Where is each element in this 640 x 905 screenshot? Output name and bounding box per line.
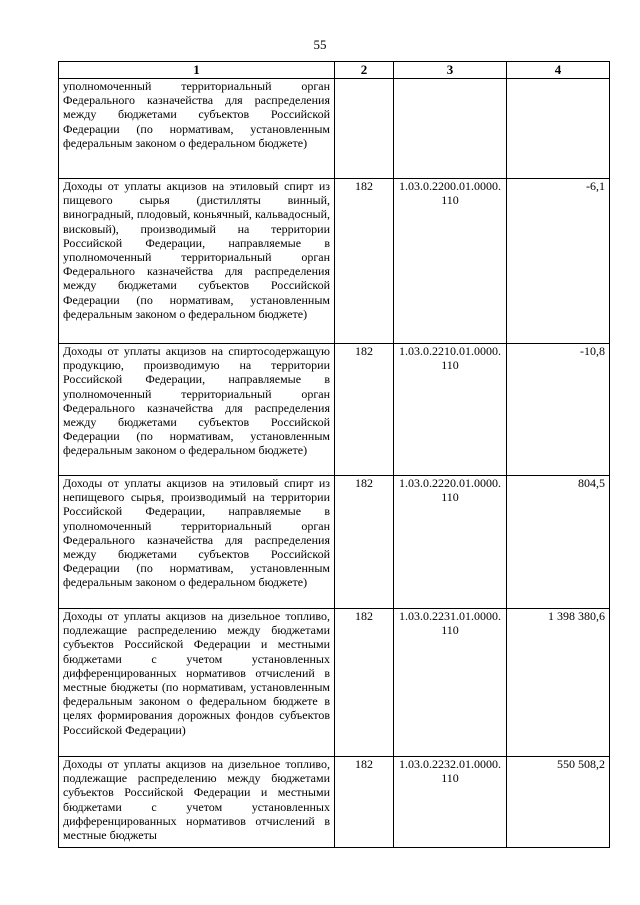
row-admin-code: 182: [335, 179, 394, 344]
row-description: уполномоченный территориальный орган Федерального казначейства для распределения между бюджетами субъектов Российской Федерации (по нормативам, установленным федеральным законом о федеральном бюджете): [59, 79, 335, 179]
row-amount: 1 398 380,6: [507, 609, 610, 757]
table-row: [59, 79, 610, 179]
row-amount: -6,1: [507, 179, 610, 344]
row-amount: 550 508,2: [507, 757, 610, 848]
row-admin-code: 182: [335, 757, 394, 848]
row-description: Доходы от уплаты акцизов на этиловый спирт из пищевого сырья (дистилляты винный, виноградный, плодовый, коньячный, кальвадосный, висковый), производимый на территории Российской Федерации, направляемые в уполномоченный территориальный орган Федерального казначейства для распределения между бюджетами субъектов Российской Федерации (по нормативам, установленным федеральным законом о федеральном бюджете): [59, 179, 335, 344]
column-header-kbk: 3: [394, 62, 507, 79]
row-description: Доходы от уплаты акцизов на дизельное топливо, подлежащие распределению между бюджетами субъектов Российской Федерации и местными бюджетами с учетом установленных дифференцированных нормативов отчислений в местные бюджеты (по нормативам, установленным федеральным законом о федеральном бюджете в целях формирования дорожных фондов субъектов Российской Федерации): [59, 609, 335, 757]
column-header-amount: 4: [507, 62, 610, 79]
row-description: Доходы от уплаты акцизов на дизельное топливо, подлежащие распределению между бюджетами субъектов Российской Федерации и местными бюджетами с учетом установленных дифференцированных нормативов отчислений в местные бюджеты: [59, 757, 335, 848]
table-row: [59, 179, 610, 344]
row-kbk: [394, 79, 507, 179]
table-row: [59, 609, 610, 757]
page-number: 55: [313, 37, 327, 52]
row-admin-code: 182: [335, 609, 394, 757]
row-kbk: 1.03.0.2210.01.0000. 110: [394, 344, 507, 476]
row-admin-code: 182: [335, 344, 394, 476]
table-row: [59, 344, 610, 476]
table-row: [59, 757, 610, 848]
row-amount: -10,8: [507, 344, 610, 476]
row-admin-code: 182: [335, 476, 394, 609]
row-amount: 804,5: [507, 476, 610, 609]
table-header-row: [59, 62, 610, 79]
row-admin-code: [335, 79, 394, 179]
row-kbk: 1.03.0.2231.01.0000. 110: [394, 609, 507, 757]
column-header-description: 1: [59, 62, 335, 79]
table-row: [59, 476, 610, 609]
row-kbk: 1.03.0.2220.01.0000. 110: [394, 476, 507, 609]
row-kbk: 1.03.0.2232.01.0000. 110: [394, 757, 507, 848]
row-kbk: 1.03.0.2200.01.0000. 110: [394, 179, 507, 344]
column-header-admin-code: 2: [335, 62, 394, 79]
row-description: Доходы от уплаты акцизов на спиртосодержащую продукцию, производимую на территории Российской Федерации, направляемые в уполномоченный территориальный орган Федерального казначейства для распределения между бюджетами субъектов Российской Федерации (по нормативам, установленным федеральным законом о федеральном бюджете): [59, 344, 335, 476]
row-amount: [507, 79, 610, 179]
row-description: Доходы от уплаты акцизов на этиловый спирт из непищевого сырья, производимый на территории Российской Федерации, направляемые в уполномоченный территориальный орган Федерального казначейства для распределения между бюджетами субъектов Российской Федерации (по нормативам, установленным федеральным законом о федеральном бюджете): [59, 476, 335, 609]
revenue-table: [58, 61, 610, 848]
